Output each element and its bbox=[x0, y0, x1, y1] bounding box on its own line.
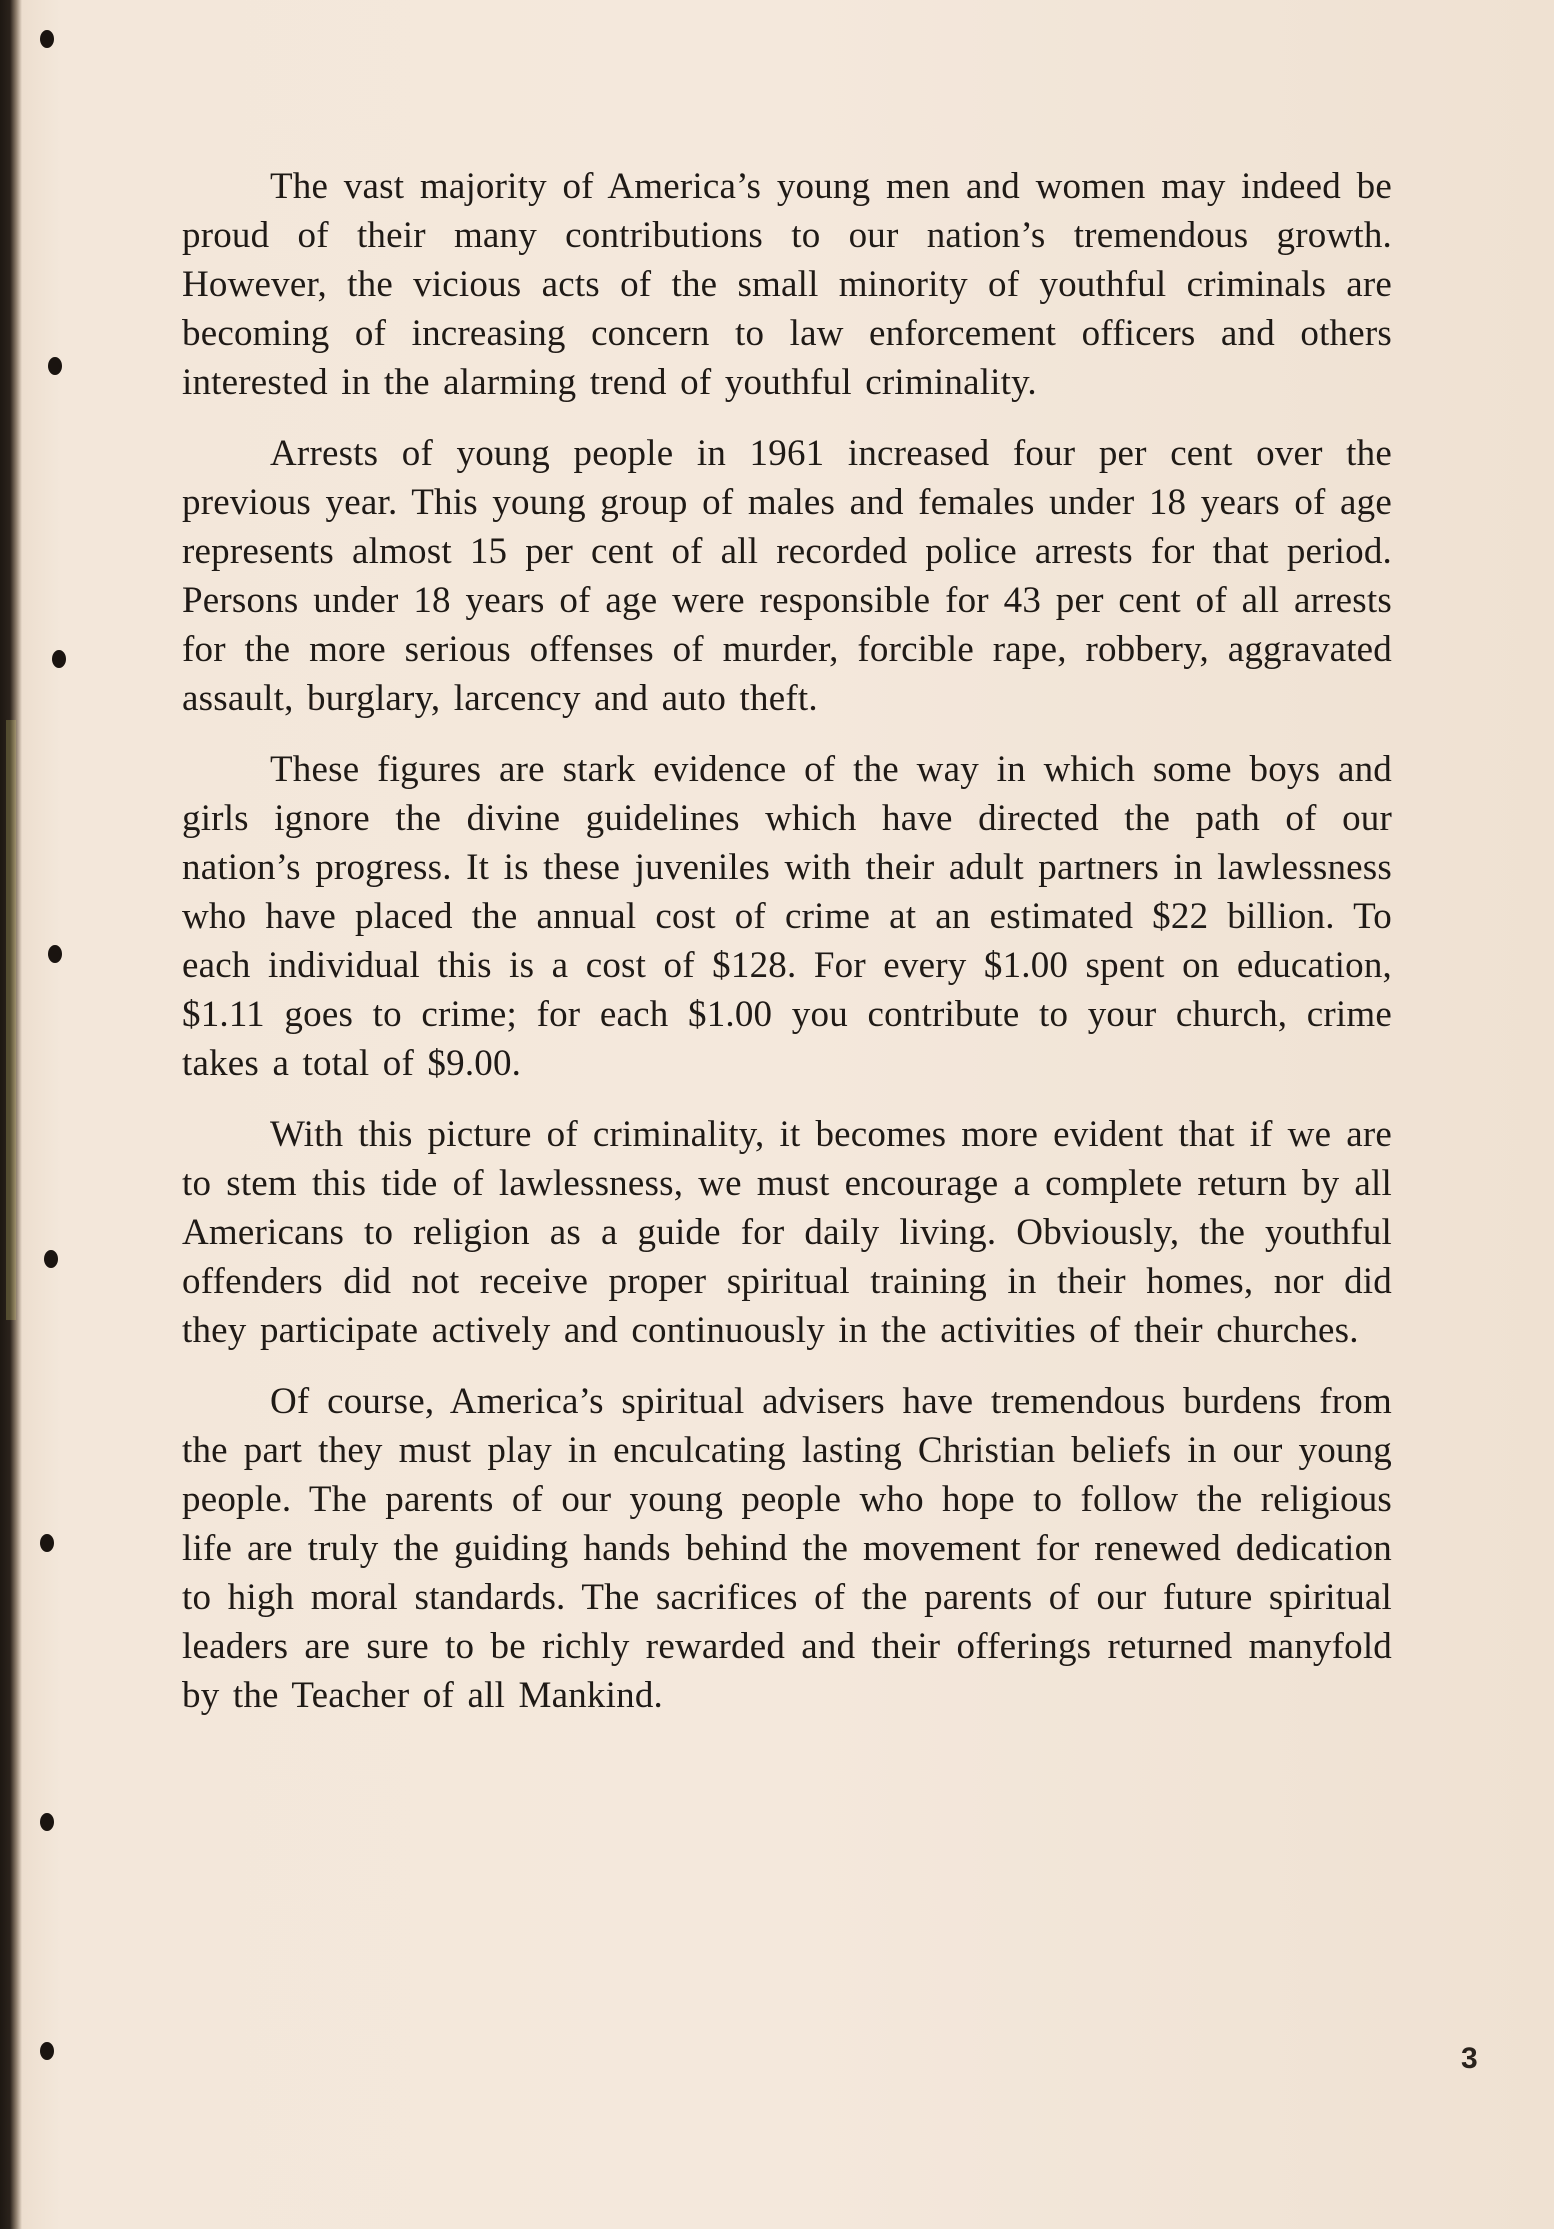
punch-hole bbox=[52, 650, 66, 668]
punch-hole bbox=[48, 945, 62, 963]
punch-hole bbox=[40, 2042, 54, 2060]
paragraph: The vast majority of America’s young men and women may indeed be proud of their many contributions to our nation’s tremendous growth. However, the vicious acts of the small minority of youthful criminals are becoming of increasing concern to law enforcement officers and others interested in the alarming trend of youthful criminality. bbox=[182, 166, 1392, 403]
binding-stain bbox=[6, 720, 16, 1320]
paragraph: Arrests of young people in 1961 increased four per cent over the previous year. This young group of males and females under 18 years of age represents almost 15 per cent of all recorded police arrests for that period. Persons under 18 years of age were responsible for 43 per cent of all arrests for the more serious offenses of murder, forcible rape, robbery, aggravated assault, burglary, larcency and auto theft. bbox=[182, 433, 1392, 719]
punch-hole bbox=[40, 1534, 54, 1552]
page-number: 3 bbox=[1461, 2042, 1478, 2075]
paragraph: These figures are stark evidence of the way in which some boys and girls ignore the divine guidelines which have directed the path of our nation’s progress. It is these juveniles with their adult partners in lawlessness who have placed the annual cost of crime at an estimated $22 billion. To each individual this is a cost of $128. For every $1.00 spent on education, $1.11 goes to crime; for each $1.00 you contribute to your church, crime takes a total of $9.00. bbox=[182, 749, 1392, 1084]
punch-hole bbox=[44, 1250, 58, 1268]
paragraph: Of course, America’s spiritual advisers have tremendous burdens from the part they must play in enculcating lasting Christian beliefs in our young people. The parents of our young people who hope to follow the religious life are truly the guiding hands behind the movement for renewed dedication to high moral standards. The sacrifices of the parents of our future spiritual leaders are sure to be richly rewarded and their offerings returned manyfold by the Teacher of all Mankind. bbox=[182, 1381, 1392, 1716]
punch-hole bbox=[48, 357, 62, 375]
punch-hole bbox=[40, 1813, 54, 1831]
punch-hole bbox=[40, 30, 54, 48]
body-text bbox=[182, 162, 1392, 1742]
paragraph: With this picture of criminality, it becomes more evident that if we are to stem this tide of lawlessness, we must encourage a complete return by all Americans to religion as a guide for daily living. Obviously, the youthful offenders did not receive proper spiritual training in their homes, nor did they participate actively and continuously in the activities of their churches. bbox=[182, 1114, 1392, 1351]
